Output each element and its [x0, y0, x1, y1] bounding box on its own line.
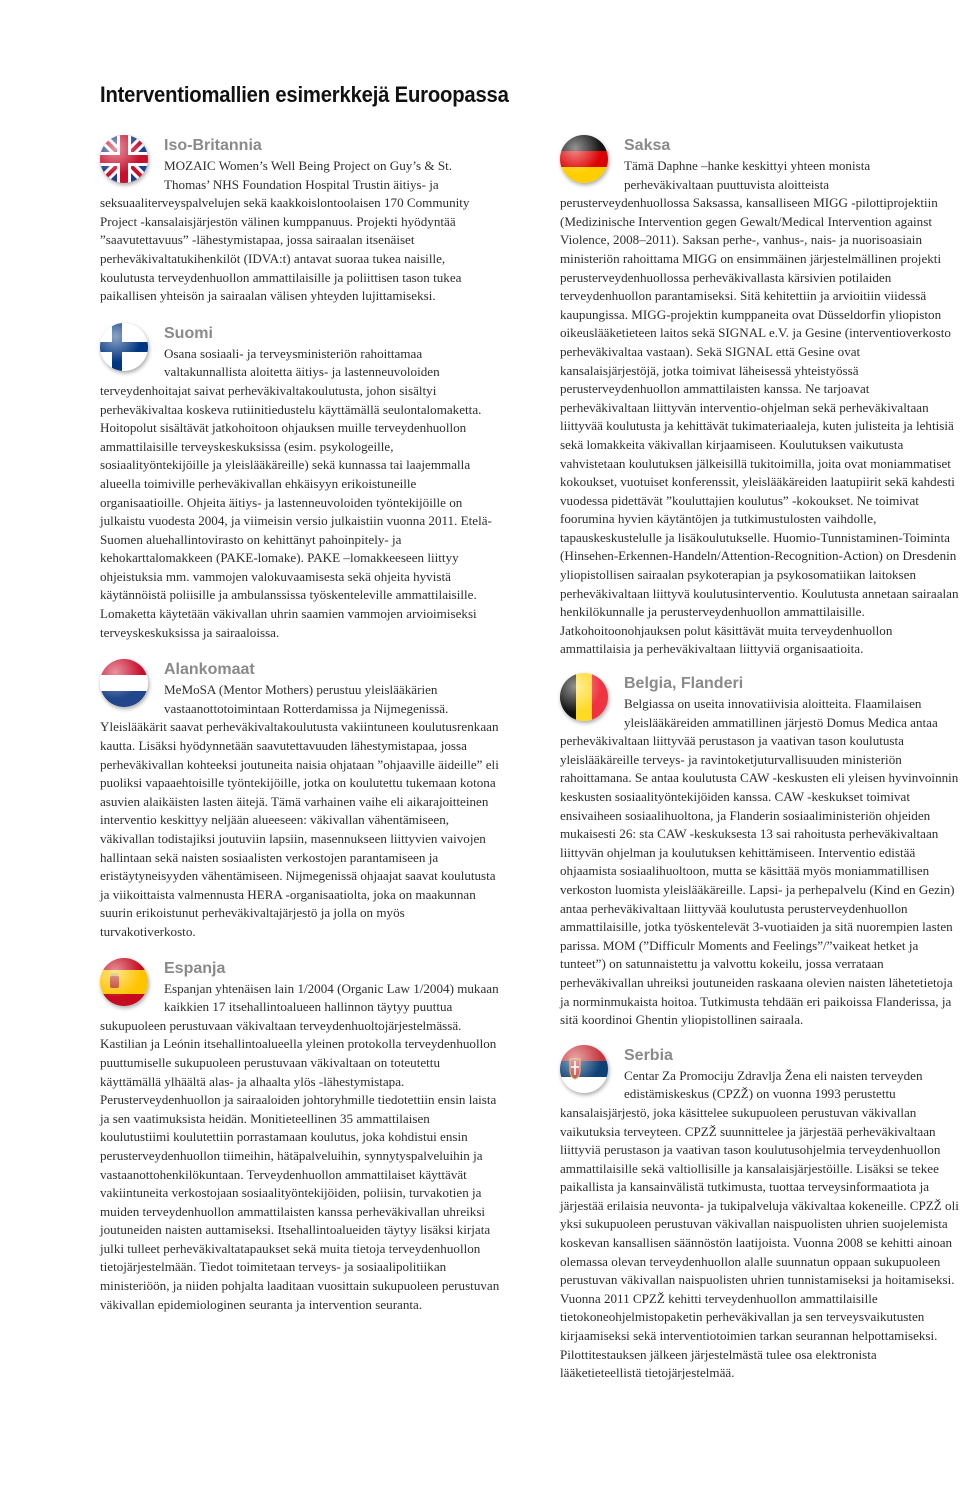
section-heading: Espanja [164, 959, 226, 977]
belgium-flag-icon [560, 673, 608, 721]
section-body: MeMoSA (Mentor Mothers) perustuu yleislääkärien vastaanottotoimintaan Rotterdamissa ja Nijmegenissä. Yleislääkärit saavat perheväkivaltakoulutusta vakiintuneen koulutusrenkaan kautta. Lisäksi hyödynnetään saavutettavuuden lähestymistapaa, jossa perheväkivallan kohteeksi joutuneita naisia ohjataan ”ohjaaville äideille” eli puoliksi vapaaehtoisille työntekijöille, jotka on koulutettu tukemaan kotona asuvien alaikäisten lasten äitejä. Tämä varhainen vaihe eli aikarajoitteinen interventio keskittyy neljään alueeseen: väkivallan vähentämiseen, väkivallan todistajiksi joutuviin lapsiin, masennukseen liittyvien vaivojen hallintaan sekä naisten sosiaalisten verkostojen parantamiseen ja eristäytyneisyyden vähentämiseen. Nijmegenissä ohjaajat saavat koulutusta ja viikoittaista valmennusta HERA -organisaatiolta, joka on maakunnan suurin erikoistunut perheväkivaltajärjestö ja jolla on myös turvakotiverkosto. [100, 682, 499, 939]
section-body: MOZAIC Women’s Well Being Project on Guy’s & St. Thomas’ NHS Foundation Hospital Trustin äitiys- ja seksuaaliterveyspalvelujen sekä kaakkoislontoolaisen 170 Community Project -kansalaisjärjestön välinen kumppanuus. Projekti hyödyntää ”saavutettavuus” -lähestymistapaa, jossa sairaalan itsenäiset perheväkivaltatukihenkilöt (IDVA:t) antavat suoraa tukea naisille, koulutusta terveydenhuollon ammattilaisille ja poliittisen tason tukea paikallisen yhteisön ja sairaalan välisen yhteyden lujittamiseksi. [100, 158, 470, 304]
section-body: Osana sosiaali- ja terveysministeriön rahoittamaa valtakunnallista aloitetta äitiys- ja lastenneuvoloiden terveydenhoitajat saivat perheväkivaltakoulutusta, johon sisältyi perheväkivaltaa koskeva rutiinitiedustelu käyttämällä seulontalomaketta. Hoitopolut sisältävät jatkohoitoon ohjauksen muille terveydenhuollon ammattilaisille terveyskeskuksissa (esim. psykologeille, sosiaalityöntekijöille ja yleislääkäreille) sekä kunnassa tai laajemmalla alueella toimiville perheväkivallan ehkäisyyn erikoistuneille organisaatioille. Ohjeita äitiys- ja lastenneuvoloiden työntekijöille on julkaistu vuodesta 2004, ja viimeisin versio julkaistiin vuonna 2011. Etelä-Suomen aluehallintovirasto on kehittänyt pahoinpitely- ja kehokarttalomakkeen (PAKE-lomake). PAKE –lomakkeeseen liittyy ohjeistuksia mm. vammojen valokuvaamisesta sekä ohjeita hyvistä käytännöistä poliisille ja ambulanssissa työskenteleville ammattilaisille. Lomaketta käytetään väkivallan uhrin saamien vammojen arvioimiseksi terveyskeskuksissa ja sairaaloissa. [100, 345, 492, 640]
page-title: Interventiomallien esimerkkejä Euroopassa [100, 82, 509, 107]
section-heading: Iso-Britannia [164, 137, 262, 154]
spain-flag-icon [100, 958, 148, 1006]
uk-flag-icon [100, 135, 148, 183]
right-column [560, 135, 960, 1383]
section-body: Centar Za Promociju Zdravlja Žena eli naisten terveyden edistämiskeskus (CPZŽ) on vuonna 1993 perustettu kansalaisjärjestö, joka käsittelee sukupuoleen perustuvan väkivallan vaikutuksia terveyteen. CPZŽ suunnittelee ja järjestää perheväkivaltaan liittyviä perustason ja vaativan tason koulutusohjelmia terveydenhuollon ammattilaisille sekä valtiollisille ja kansalaisjärjestöille. Lisäksi se tekee paikallista ja kansainvälistä tutkimusta, tuottaa terveysinformaatiota ja järjestää erilaisia neuvonta- ja tukipalveluja väkivaltaa kokeneille. CPZŽ oli yksi sukupuoleen perustuvan väkivallan naispuolisten uhrien suojelemista koskevan kansallisen säännöstön laatijoista. Vuonna 2008 se kehitti ainoan olemassa olevan terveydenhuollon alalle suunnatun oppaan sukupuoleen perustuvan väkivallan naispuolisten uhrien tunnistamiseksi ja hoitamiseksi. Vuonna 2011 CPZŽ kehitti terveydenhuollon ammattilaisille tietokoneohjelmistopaketin perheväkivallan ja sen terveysvaikutusten kirjaamiseksi sekä interventiotoimien tarkan seurannan helpottamiseksi. Pilottitestauksen jälkeen järjestelmästä tulee osa elektronista lääketieteellistä tietojärjestelmää. [560, 1067, 959, 1381]
section-alankomaat [100, 659, 500, 941]
section-iso-britannia [100, 135, 500, 306]
section-heading: Alankomaat [164, 661, 255, 679]
section-heading: Suomi [164, 324, 213, 342]
section-espanja [100, 958, 500, 1315]
section-body: Tämä Daphne –hanke keskittyi yhteen monista perheväkivaltaan puuttuvista aloitteista perusterveydenhuollossa Saksassa, kansalliseen MIGG -pilottiprojektiin (Medizinische Intervention gegen Gewalt/Medical Intervention against Violence, 2008–2011). Saksan perhe-, vanhus-, nais- ja nuorisoasiain ministeriön rahoittama MIGG on ensimmäinen järjestelmällinen projekti perusterveydenhuollossa perheväkivallasta kärsivien potilaiden terveydenhuollon parantamiseksi. Sitä kehitettiin ja arvioitiin viidessä kaupungissa. MIGG-projektin kumppaneita ovat Düsseldorfin yliopiston oikeuslääketieteen laitos sekä SIGNAL e.V. ja Gesine (interventioverkosto perheväkivaltaa vastaan). Sekä SIGNAL että Gesine ovat kansalaisjärjestöjä, jotka toimivat läheisessä yhteistyössä perusterveydenhuollon ammattilaisten kanssa. Ne tarjoavat perheväkivaltaan liittyvän interventio-ohjelman sekä perheväkivaltaan liittyvää koulutusta ja kehittävät tukimateriaaleja, kuten julisteita ja lehtisiä sekä lomakkeita väkivallan kirjaamiseen. Koulutuksen vaikutusta vahvistetaan koulutuksen jälkeisillä tukitoimilla, joita ovat moniammatiset kokoukset, vuotuiset konferenssit, yleislääkäreiden laatupiirit sekä kahdesti vuodessa pidettävät ”kouluttajien koulutus” -kokoukset. Ne toimivat foorumina hyvien käytäntöjen ja tutkimustulosten vaihdolle, tapauskeskustelulle ja lisäkoulutukselle. Huomio-Tunnistaminen-Toiminta (Hinsehen-Erkennen-Handeln/Attention-Recognition-Action) on Dresdenin yliopistollisen sairaalan psykoterapian ja psykosomatiikan laitoksen perheväkivaltaan liittyvä koulutusinterventio. Koulutusta annetaan sairaalan henkilökunnalle ja perusterveydenhuollon ammattilaisille. Jatkohoitoonohjauksen polut käsittävät muita terveydenhuollon ammattilaisia ja perheväkivaltaan liittyviä organisaatioita. [560, 158, 959, 657]
section-heading: Belgia, Flanderi [624, 675, 744, 693]
section-body: Belgiassa on useita innovatiivisia aloitteita. Flaamilaisen yleislääkäreiden ammatillinen järjestö Domus Medica antaa perheväkivaltaan liittyvää perustason ja vaativan tason koulutusta yleislääkäreille terveys- ja ravintoketjuturvallisuuden ministeriön rahoittamana. Se antaa koulutusta CAW -keskusten eli yleisen hyvinvoinnin keskusten sosiaalityöntekijöiden kanssa. CAW -keskukset toimivat ensivaiheen sosiaalihuoltona, ja Flanderin sosiaaliministeriön ohjeiden mukaisesti 26: sta CAW -keskuksesta 13 sai rahoitusta perheväkivaltaan liittyvän ohjelman ja koulutuksen kehittämiseen. Interventio edistää ohjaamista sosiaalihuoltoon, mutta se käsittää myös moniammatillisen verkoston luomista yleislääkäreille. Lapsi- ja perhepalvelu (Kind en Gezin) antaa perheväkivaltaan liittyvää koulutusta perusterveydenhuollon ammattilaisille, jotka työskentelevät 3-vuotiaiden ja sitä nuorempien lasten parissa. MOM (”Difficulr Moments and Feelings”/”vaikeat hetket ja tunteet”) on satunnaistettu ja valvottu kokeilu, jossa verrataan perheväkivallan uhreiksi joutuneiden raskaana olevien naisten lähetetietoja ja norminmukaista hoitoa. Tutkimusta tehdään eri paikoissa Flanderissa, ja sitä koordinoi Ghentin yliopistollinen sairaala. [560, 696, 959, 1028]
section-belgia-flanderi [560, 673, 960, 1030]
section-saksa [560, 135, 960, 659]
serbia-flag-icon [560, 1045, 608, 1093]
section-heading: Serbia [624, 1046, 673, 1064]
finland-flag-icon [100, 323, 148, 371]
section-body: Espanjan yhtenäisen lain 1/2004 (Organic Law 1/2004) mukaan kaikkien 17 itsehallintoalueen hallinnon täytyy puuttua sukupuoleen perustuvaan väkivaltaan terveydenhuoltojärjestelmässä. Kastilian ja Leónin itsehallintoalueella yleinen protokolla terveydenhuollon puuttumiselle sukupuoleen perustuvaan väkivaltaan on toteutettu käyttämällä ylhäältä alas- ja alhaalta ylös -lähestymistapa. Perusterveydenhuollon ja sairaaloiden johtoryhmille tiedotettiin ensin laista ja sen vaatimuksista heidän. Monitieteellinen 35 ammattilaisen koulutustiimi koulutettiin porrastamaan koulutus, joka kohdistui ensin perusterveydenhuollon tiimeihin, hätäpalveluihin, synnytyspalveluihin ja vastaanottohenkilökuntaan. Terveydenhuollon ammattilaiset käyttävät vakiintuneita verkostojaan sosiaalityöntekijöiden, poliisin, turvakotien ja muiden terveydenhuollon ammattilaisten kanssa perheväkivallan uhreiksi joutuneiden naisten auttamiseksi. Itsehallintoalueiden täytyy lisäksi kirjata julki tulleet perheväkivaltatapaukset sekä muita tietoja terveydenhuollon tietojärjestelmään. Tiedot toimitetaan terveys- ja sosiaalipolitiikan ministeriöön, ja niiden pohjalta laaditaan vuosittain sukupuoleen perustuvan väkivallan epidemiologinen seuranta ja intervention seuranta. [100, 980, 500, 1312]
section-heading: Saksa [624, 137, 671, 154]
left-column [100, 135, 500, 1314]
section-serbia [560, 1045, 960, 1383]
netherlands-flag-icon [100, 659, 148, 707]
section-suomi [100, 323, 500, 643]
germany-flag-icon [560, 135, 608, 183]
